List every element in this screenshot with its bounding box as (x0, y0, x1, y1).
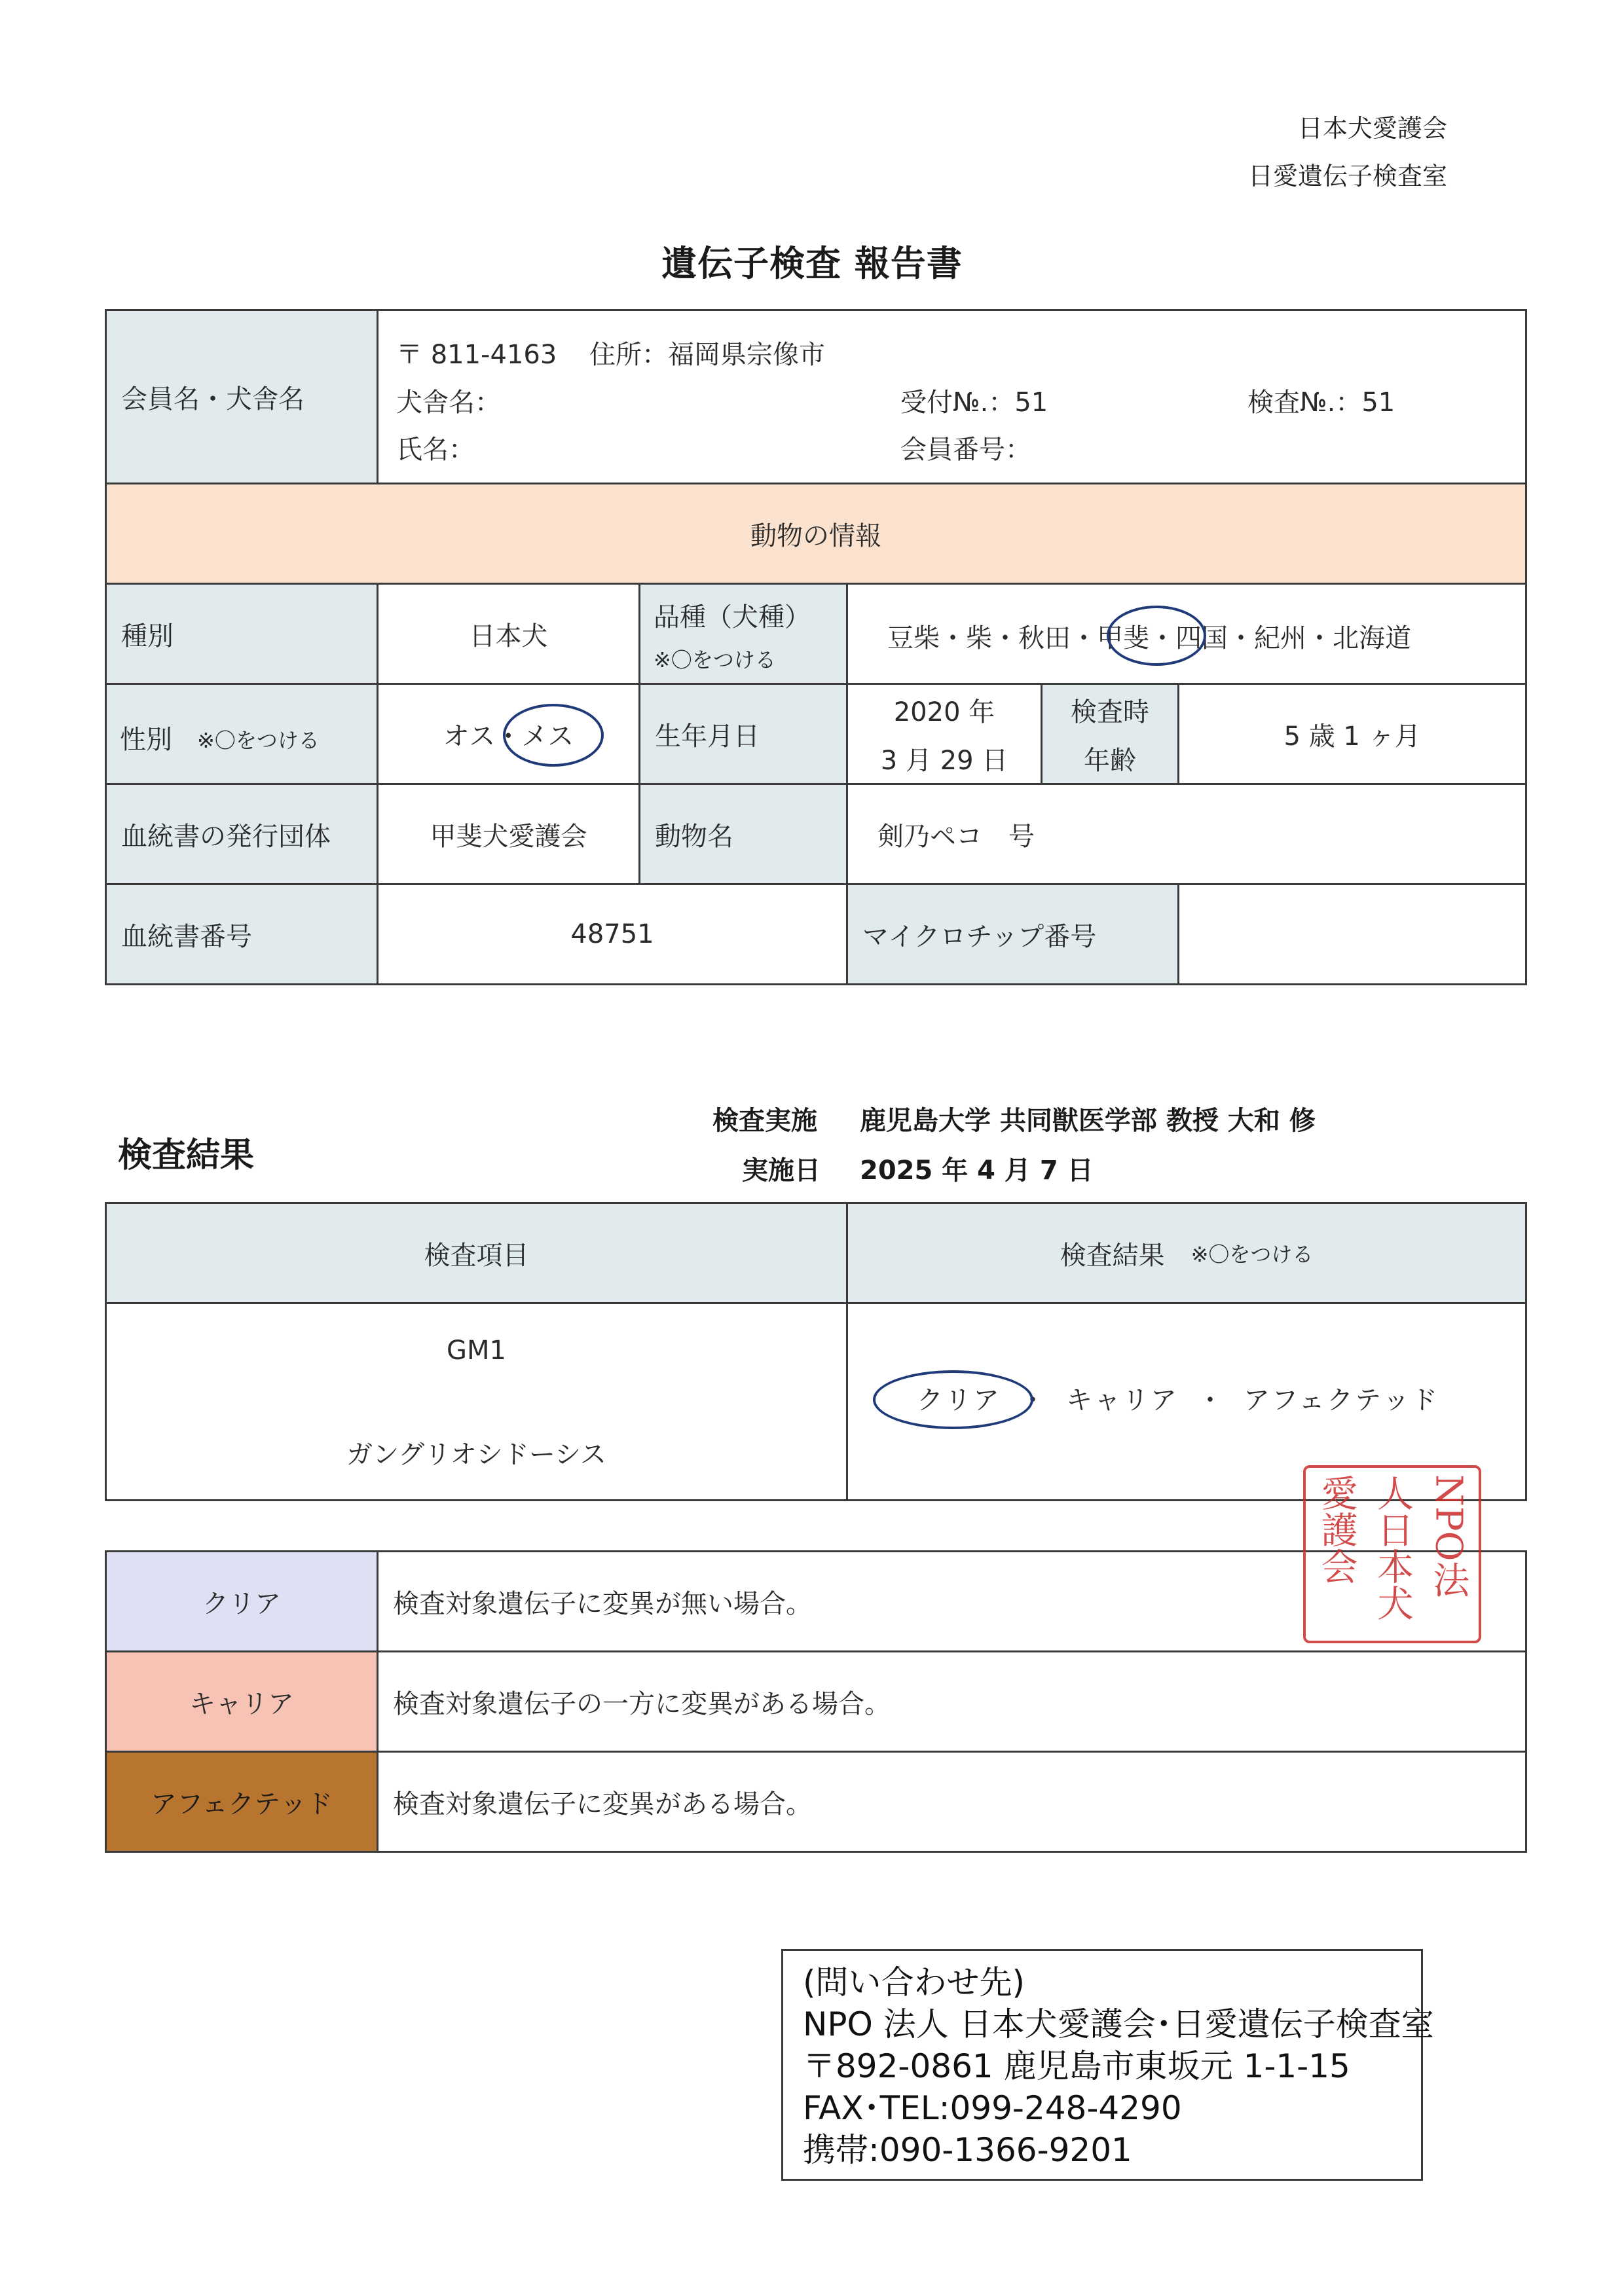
exam-number: 検査№.：51 (1247, 388, 1395, 418)
postal-code: 〒 811-4163 (396, 340, 557, 370)
sex-option-female: メス (521, 721, 574, 752)
contact-address: 〒892-0861 鹿児島市東坂元 1-1-15 (803, 2047, 1350, 2085)
animal-info-header: 動物の情報 (105, 483, 1527, 585)
birthdate-label: 生年月日 (638, 683, 848, 785)
test-item-header: 検査項目 (105, 1202, 848, 1304)
results-heading: 検査結果 (118, 1136, 255, 1175)
breed-option-mameshiba: 豆柴 (887, 623, 940, 653)
breed-option-kai: 甲斐 (1097, 623, 1149, 653)
sex-option-male: オス (443, 721, 496, 752)
contact-mobile: 携帯:090-1366-9201 (803, 2131, 1132, 2169)
breed-option-akita: 秋田 (1018, 623, 1071, 653)
sex-selection-circle (503, 704, 604, 767)
breed-options: 豆柴・柴・秋田・甲斐・四国・紀州・北海道 (887, 623, 1411, 653)
test-item-cell (105, 1302, 848, 1501)
birth-year: 2020 年 (893, 697, 995, 727)
member-label: 会員名・犬舎名 (105, 309, 378, 484)
sex-label-cell (105, 683, 378, 785)
contact-org: NPO 法人 日本犬愛護会･日愛遺伝子検査室 (803, 2005, 1434, 2043)
animal-name-label: 動物名 (638, 783, 848, 885)
result-option-clear: クリア (917, 1385, 1001, 1415)
member-number-label: 会員番号： (900, 435, 1031, 465)
result-selection-circle (873, 1370, 1033, 1429)
test-result-header: 検査結果 ※〇をつける (846, 1202, 1527, 1304)
breed-option-kishu: 紀州 (1254, 623, 1306, 653)
breed-label: 品種（犬種） (654, 602, 811, 632)
legend-carrier-label: キャリア (105, 1650, 378, 1753)
age-label-line1: 検査時 (1071, 697, 1149, 727)
address: 住所：福岡県宗像市 (589, 340, 825, 370)
birth-month-day: 3 月 29 日 (880, 746, 1008, 776)
result-option-affected: アフェクテッド (1244, 1385, 1439, 1415)
age-value: 5 歳 1 ヶ月 (1177, 683, 1527, 785)
exam-date: 2025 年 4 月 7 日 (860, 1156, 1094, 1186)
pedigree-org-value: 甲斐犬愛護会 (377, 783, 640, 885)
legend-affected-desc: 検査対象遺伝子に変異がある場合。 (377, 1751, 1527, 1853)
breed-note: ※〇をつける (654, 647, 776, 672)
legend-clear-label: クリア (105, 1550, 378, 1652)
report-title: 遺伝子検査 報告書 (661, 243, 963, 284)
age-label-line2: 年齢 (1084, 746, 1136, 776)
pedigree-number-value: 48751 (377, 883, 848, 985)
breed-option-hokkaido: 北海道 (1333, 623, 1411, 653)
pedigree-org-label: 血統書の発行団体 (105, 783, 378, 885)
test-item-name: ガングリオシドーシス (346, 1440, 606, 1470)
org-lab: 日愛遺伝子検査室 (1247, 162, 1447, 191)
breed-label-cell (638, 583, 848, 685)
pedigree-number-label: 血統書番号 (105, 883, 378, 985)
legend-clear-desc: 検査対象遺伝子に変異が無い場合。 (377, 1550, 1527, 1652)
sex-note: ※〇をつける (197, 728, 320, 753)
owner-name-label: 氏名： (396, 435, 475, 465)
microchip-label: マイクロチップ番号 (846, 883, 1179, 985)
conducted-by: 鹿児島大学 共同獣医学部 教授 大和 修 (860, 1106, 1316, 1136)
animal-name-value: 剣乃ペコ 号 (846, 783, 1527, 885)
contact-heading: (問い合わせ先) (803, 1963, 1025, 2001)
birthdate-value-cell (846, 683, 1043, 785)
species-value: 日本犬 (377, 583, 640, 685)
test-item-code: GM1 (447, 1336, 506, 1366)
legend-affected-label: アフェクテッド (105, 1751, 378, 1853)
conducted-label: 検査実施 (712, 1106, 817, 1136)
contact-fax-tel: FAX･TEL:099-248-4290 (803, 2089, 1182, 2127)
legend-carrier-desc: 検査対象遺伝子の一方に変異がある場合。 (377, 1650, 1527, 1753)
microchip-value (1177, 883, 1527, 985)
kennel-name-label: 犬舎名： (396, 388, 501, 418)
receipt-number: 受付№.：51 (900, 388, 1048, 418)
result-options: クリア ・ キャリア ・ アフェクテッド (917, 1385, 1439, 1415)
breed-option-shikoku: 四国 (1175, 623, 1228, 653)
age-label-cell (1041, 683, 1179, 785)
breed-option-shiba: 柴 (966, 623, 992, 653)
contact-box (781, 1949, 1434, 2181)
sex-label: 性別 (120, 725, 172, 755)
seal-stamp-icon: NPO法 人日本犬 愛護会 (1303, 1465, 1481, 1643)
breed-selection-circle (1107, 606, 1206, 666)
sex-options-cell: オス ・ メス (377, 683, 640, 785)
species-label: 種別 (105, 583, 378, 685)
result-option-carrier: キャリア (1066, 1385, 1179, 1415)
date-label: 実施日 (742, 1156, 821, 1186)
org-name: 日本犬愛護会 (1297, 114, 1447, 143)
